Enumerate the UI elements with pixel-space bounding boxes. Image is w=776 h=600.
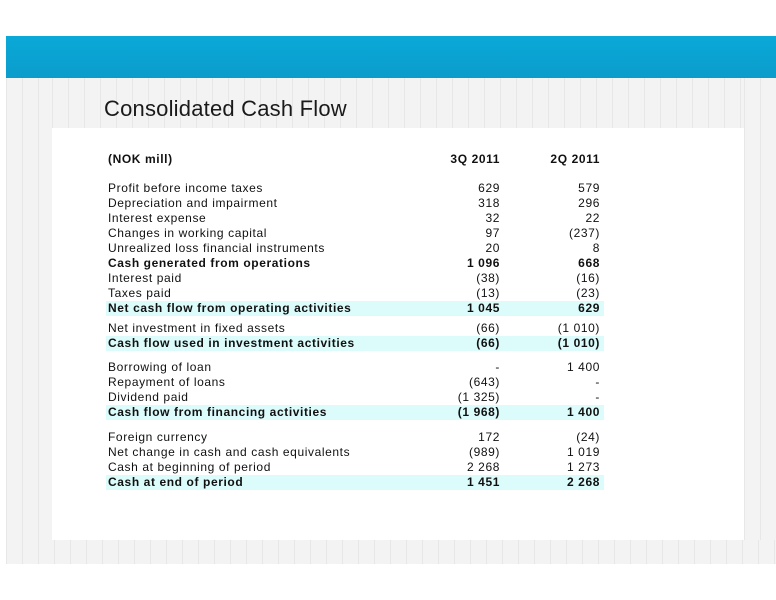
row-value-2q: 1 019: [566, 445, 600, 459]
row-value-3q: (989): [468, 445, 500, 459]
row-label: Depreciation and impairment: [108, 196, 278, 210]
table-row: [106, 430, 604, 445]
row-label: Cash flow from financing activities: [108, 405, 328, 419]
row-value-2q: 22: [585, 211, 600, 225]
row-value-3q: 1 451: [466, 475, 500, 489]
table-header-row: [106, 152, 604, 167]
row-value-3q: 97: [485, 226, 500, 240]
col-header-3q2011: 3Q 2011: [450, 152, 500, 166]
table-row: [106, 241, 604, 256]
row-value-3q: -: [495, 360, 500, 374]
row-value-2q: 629: [578, 301, 600, 315]
table-row: [106, 445, 604, 460]
row-value-2q: (1 010): [557, 336, 600, 350]
total-row-operating: [106, 301, 604, 316]
grid-background-right: [744, 78, 776, 540]
table-row: [106, 375, 604, 390]
row-label: Profit before income taxes: [108, 181, 264, 195]
row-value-2q: (1 010): [557, 321, 600, 335]
row-value-3q: 20: [485, 241, 500, 255]
row-value-2q: 8: [592, 241, 600, 255]
row-label: Interest paid: [108, 271, 182, 285]
row-value-3q: (1 325): [457, 390, 500, 404]
row-label: Cash flow used in investment activities: [108, 336, 355, 350]
row-value-3q: (1 968): [457, 405, 500, 419]
page-title: Consolidated Cash Flow: [104, 96, 347, 121]
table-row: [106, 211, 604, 226]
row-value-2q: (237): [568, 226, 600, 240]
row-value-2q: 1 400: [566, 360, 600, 374]
row-value-3q: 629: [478, 181, 500, 195]
row-value-2q: (23): [576, 286, 600, 300]
total-row-investment: [106, 336, 604, 351]
grid-background-bottom: [6, 540, 776, 564]
grid-background-left: [6, 78, 52, 540]
row-value-3q: (643): [468, 375, 500, 389]
total-row-cash-end: [106, 475, 604, 490]
row-value-3q: 318: [478, 196, 500, 210]
row-value-2q: (24): [576, 430, 600, 444]
row-value-2q: (16): [576, 271, 600, 285]
row-value-2q: -: [595, 375, 600, 389]
row-value-2q: 2 268: [566, 475, 600, 489]
row-label: Taxes paid: [108, 286, 172, 300]
table-row: [106, 460, 604, 475]
table-row: [106, 226, 604, 241]
row-value-3q: 32: [485, 211, 500, 225]
table-row: [106, 271, 604, 286]
row-label: Interest expense: [108, 211, 207, 225]
table-row: [106, 196, 604, 211]
row-value-2q: 1 400: [566, 405, 600, 419]
row-label: Dividend paid: [108, 390, 189, 404]
row-value-3q: 2 268: [466, 460, 500, 474]
row-label: Foreign currency: [108, 430, 208, 444]
row-label: Changes in working capital: [108, 226, 268, 240]
row-value-3q: 1 045: [466, 301, 500, 315]
row-label: Repayment of loans: [108, 375, 226, 389]
row-value-3q: 1 096: [466, 256, 500, 270]
row-label: Unrealized loss financial instruments: [108, 241, 325, 255]
total-row-financing: [106, 405, 604, 420]
row-value-2q: 579: [578, 181, 600, 195]
row-label: Borrowing of loan: [108, 360, 212, 374]
row-value-3q: (38): [476, 271, 500, 285]
row-label: Cash generated from operations: [108, 256, 311, 270]
table-row: [106, 390, 604, 405]
row-value-2q: 1 273: [566, 460, 600, 474]
table-row: [106, 181, 604, 196]
header-bar: [6, 36, 776, 78]
row-label: Net change in cash and cash equivalents: [108, 445, 351, 459]
table-row: [106, 360, 604, 375]
row-value-3q: (13): [476, 286, 500, 300]
table-row: [106, 286, 604, 301]
row-value-3q: (66): [476, 336, 500, 350]
row-label: Cash at end of period: [108, 475, 244, 489]
col-header-2q2011: 2Q 2011: [550, 152, 600, 166]
table-row: [106, 321, 604, 336]
subtotal-row: [106, 256, 604, 271]
row-value-2q: 668: [578, 256, 600, 270]
row-value-2q: -: [595, 390, 600, 404]
row-label: Net investment in fixed assets: [108, 321, 286, 335]
row-value-3q: 172: [478, 430, 500, 444]
row-value-2q: 296: [578, 196, 600, 210]
unit-label: (NOK mill): [108, 152, 173, 166]
row-value-3q: (66): [476, 321, 500, 335]
row-label: Cash at beginning of period: [108, 460, 271, 474]
row-label: Net cash flow from operating activities: [108, 301, 352, 315]
